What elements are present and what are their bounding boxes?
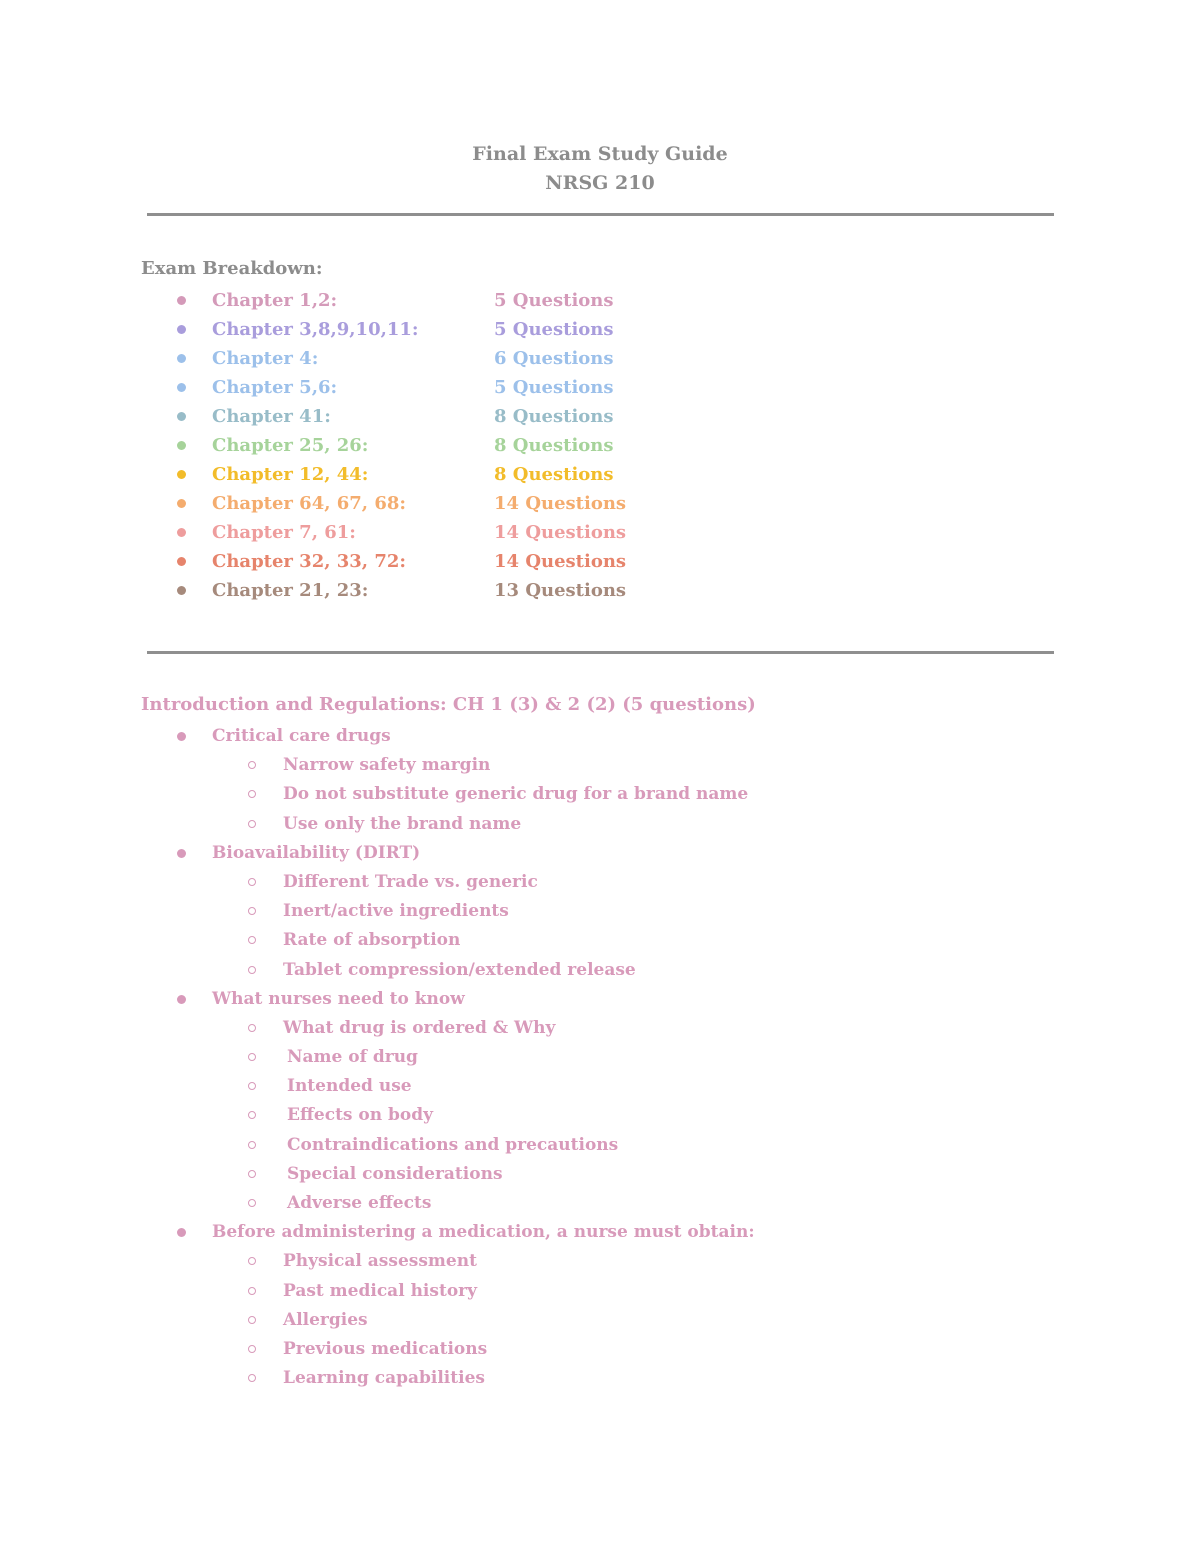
question-count: 5 Questions <box>494 319 614 340</box>
bullet-icon <box>177 1228 186 1237</box>
outline-item-label: What nurses need to know <box>212 988 465 1009</box>
outline-item <box>0 1218 1200 1247</box>
bullet-icon <box>177 732 186 741</box>
circle-bullet-icon <box>248 1141 256 1149</box>
outline-subitem-label: Contraindications and precautions <box>287 1134 619 1155</box>
outline-subitem <box>0 1043 1200 1072</box>
question-count: 8 Questions <box>494 464 614 485</box>
circle-bullet-icon <box>248 907 256 915</box>
outline-subitem-label: Intended use <box>287 1076 412 1097</box>
outline-subitem <box>0 1072 1200 1101</box>
question-count: 14 Questions <box>494 493 627 514</box>
bullet-icon <box>177 325 186 334</box>
outline-subitem-label: What drug is ordered & Why <box>283 1017 556 1038</box>
bullet-icon <box>177 995 186 1004</box>
outline-subitem <box>0 751 1200 780</box>
exam-breakdown-list <box>0 286 1200 605</box>
circle-bullet-icon <box>248 761 256 769</box>
outline-subitem <box>0 780 1200 809</box>
outline-subitem <box>0 1247 1200 1276</box>
breakdown-row <box>0 315 1200 344</box>
chapter-label: Chapter 12, 44: <box>212 464 369 485</box>
outline-subitem <box>0 926 1200 955</box>
breakdown-row <box>0 344 1200 373</box>
outline-subitem-label: Effects on body <box>287 1105 434 1126</box>
bullet-icon <box>177 383 186 392</box>
chapter-label: Chapter 41: <box>212 406 331 427</box>
outline-subitem <box>0 1101 1200 1130</box>
chapter-label: Chapter 3,8,9,10,11: <box>212 319 419 340</box>
outline-subitem <box>0 1364 1200 1393</box>
circle-bullet-icon <box>248 1053 256 1061</box>
exam-breakdown-heading: Exam Breakdown: <box>141 258 323 279</box>
circle-bullet-icon <box>248 1257 256 1265</box>
chapter-label: Chapter 25, 26: <box>212 435 369 456</box>
circle-bullet-icon <box>248 790 256 798</box>
bullet-icon <box>177 528 186 537</box>
breakdown-row <box>0 547 1200 576</box>
chapter-label: Chapter 64, 67, 68: <box>212 493 407 514</box>
outline-subitem-label: Rate of absorption <box>283 930 461 951</box>
question-count: 8 Questions <box>494 435 614 456</box>
breakdown-row <box>0 431 1200 460</box>
outline-subitem <box>0 1277 1200 1306</box>
outline-item <box>0 985 1200 1014</box>
outline-subitem-label: Physical assessment <box>283 1251 477 1272</box>
outline-subitem <box>0 868 1200 897</box>
bullet-icon <box>177 470 186 479</box>
outline-subitem <box>0 1189 1200 1218</box>
chapter-label: Chapter 21, 23: <box>212 580 369 601</box>
circle-bullet-icon <box>248 1170 256 1178</box>
outline-subitem-label: Adverse effects <box>287 1193 432 1213</box>
outline-item-label: Bioavailability (DIRT) <box>212 842 421 863</box>
outline-subitem <box>0 1306 1200 1335</box>
outline-subitem-label: Narrow safety margin <box>283 755 491 776</box>
question-count: 5 Questions <box>494 290 614 311</box>
circle-bullet-icon <box>248 1287 256 1295</box>
outline-item-label: Before administering a medication, a nurse must obtain: <box>212 1222 755 1243</box>
outline-subitem <box>0 1160 1200 1189</box>
document-header <box>0 140 1200 198</box>
outline-subitem-label: Tablet compression/extended release <box>283 959 636 980</box>
circle-bullet-icon <box>248 1199 256 1207</box>
bullet-icon <box>177 586 186 595</box>
circle-bullet-icon <box>248 820 256 828</box>
section-heading: Introduction and Regulations: CH 1 (3) & 2 (2) (5 questions) <box>141 694 756 715</box>
breakdown-row <box>0 518 1200 547</box>
bullet-icon <box>177 441 186 450</box>
bullet-icon <box>177 296 186 305</box>
breakdown-row <box>0 489 1200 518</box>
outline-subitem-label: Previous medications <box>283 1338 488 1359</box>
bullet-icon <box>177 557 186 566</box>
outline-subitem-label: Allergies <box>283 1309 368 1330</box>
circle-bullet-icon <box>248 936 256 944</box>
question-count: 6 Questions <box>494 348 614 369</box>
question-count: 8 Questions <box>494 406 614 427</box>
outline-subitem-label: Inert/active ingredients <box>283 901 509 922</box>
circle-bullet-icon <box>248 1374 256 1382</box>
outline-subitem-label: Name of drug <box>287 1047 418 1068</box>
circle-bullet-icon <box>248 966 256 974</box>
question-count: 5 Questions <box>494 377 614 398</box>
document-title: Final Exam Study Guide <box>472 143 728 165</box>
chapter-label: Chapter 7, 61: <box>212 522 356 543</box>
outline-subitem-label: Different Trade vs. generic <box>283 871 538 892</box>
question-count: 14 Questions <box>494 522 627 543</box>
breakdown-row <box>0 576 1200 605</box>
circle-bullet-icon <box>248 1082 256 1090</box>
chapter-label: Chapter 32, 33, 72: <box>212 551 407 572</box>
breakdown-row <box>0 373 1200 402</box>
outline-item-label: Critical care drugs <box>212 726 391 746</box>
outline-subitem <box>0 810 1200 839</box>
bullet-icon <box>177 354 186 363</box>
breakdown-row <box>0 402 1200 431</box>
outline-subitem <box>0 1335 1200 1364</box>
circle-bullet-icon <box>248 1111 256 1119</box>
breakdown-row <box>0 286 1200 315</box>
outline-subitem-label: Special considerations <box>287 1163 503 1184</box>
chapter-label: Chapter 1,2: <box>212 290 338 311</box>
horizontal-divider <box>147 213 1054 216</box>
outline-subitem <box>0 1131 1200 1160</box>
breakdown-row <box>0 460 1200 489</box>
outline-subitem <box>0 956 1200 985</box>
course-code: NRSG 210 <box>545 172 655 194</box>
bullet-icon <box>177 412 186 421</box>
bullet-icon <box>177 499 186 508</box>
horizontal-divider <box>147 651 1054 654</box>
outline-item <box>0 722 1200 751</box>
outline-subitem <box>0 897 1200 926</box>
chapter-label: Chapter 4: <box>212 348 319 369</box>
chapter-label: Chapter 5,6: <box>212 377 338 398</box>
bullet-icon <box>177 849 186 858</box>
outline-item <box>0 839 1200 868</box>
outline-subitem-label: Do not substitute generic drug for a brand name <box>283 784 749 805</box>
circle-bullet-icon <box>248 1024 256 1032</box>
outline-subitem-label: Learning capabilities <box>283 1368 485 1389</box>
outline-subitem-label: Use only the brand name <box>283 813 522 834</box>
outline-subitem-label: Past medical history <box>283 1280 477 1301</box>
section-outline <box>0 722 1200 1393</box>
question-count: 14 Questions <box>494 551 627 572</box>
circle-bullet-icon <box>248 878 256 886</box>
circle-bullet-icon <box>248 1316 256 1324</box>
question-count: 13 Questions <box>494 580 627 601</box>
circle-bullet-icon <box>248 1345 256 1353</box>
outline-subitem <box>0 1014 1200 1043</box>
